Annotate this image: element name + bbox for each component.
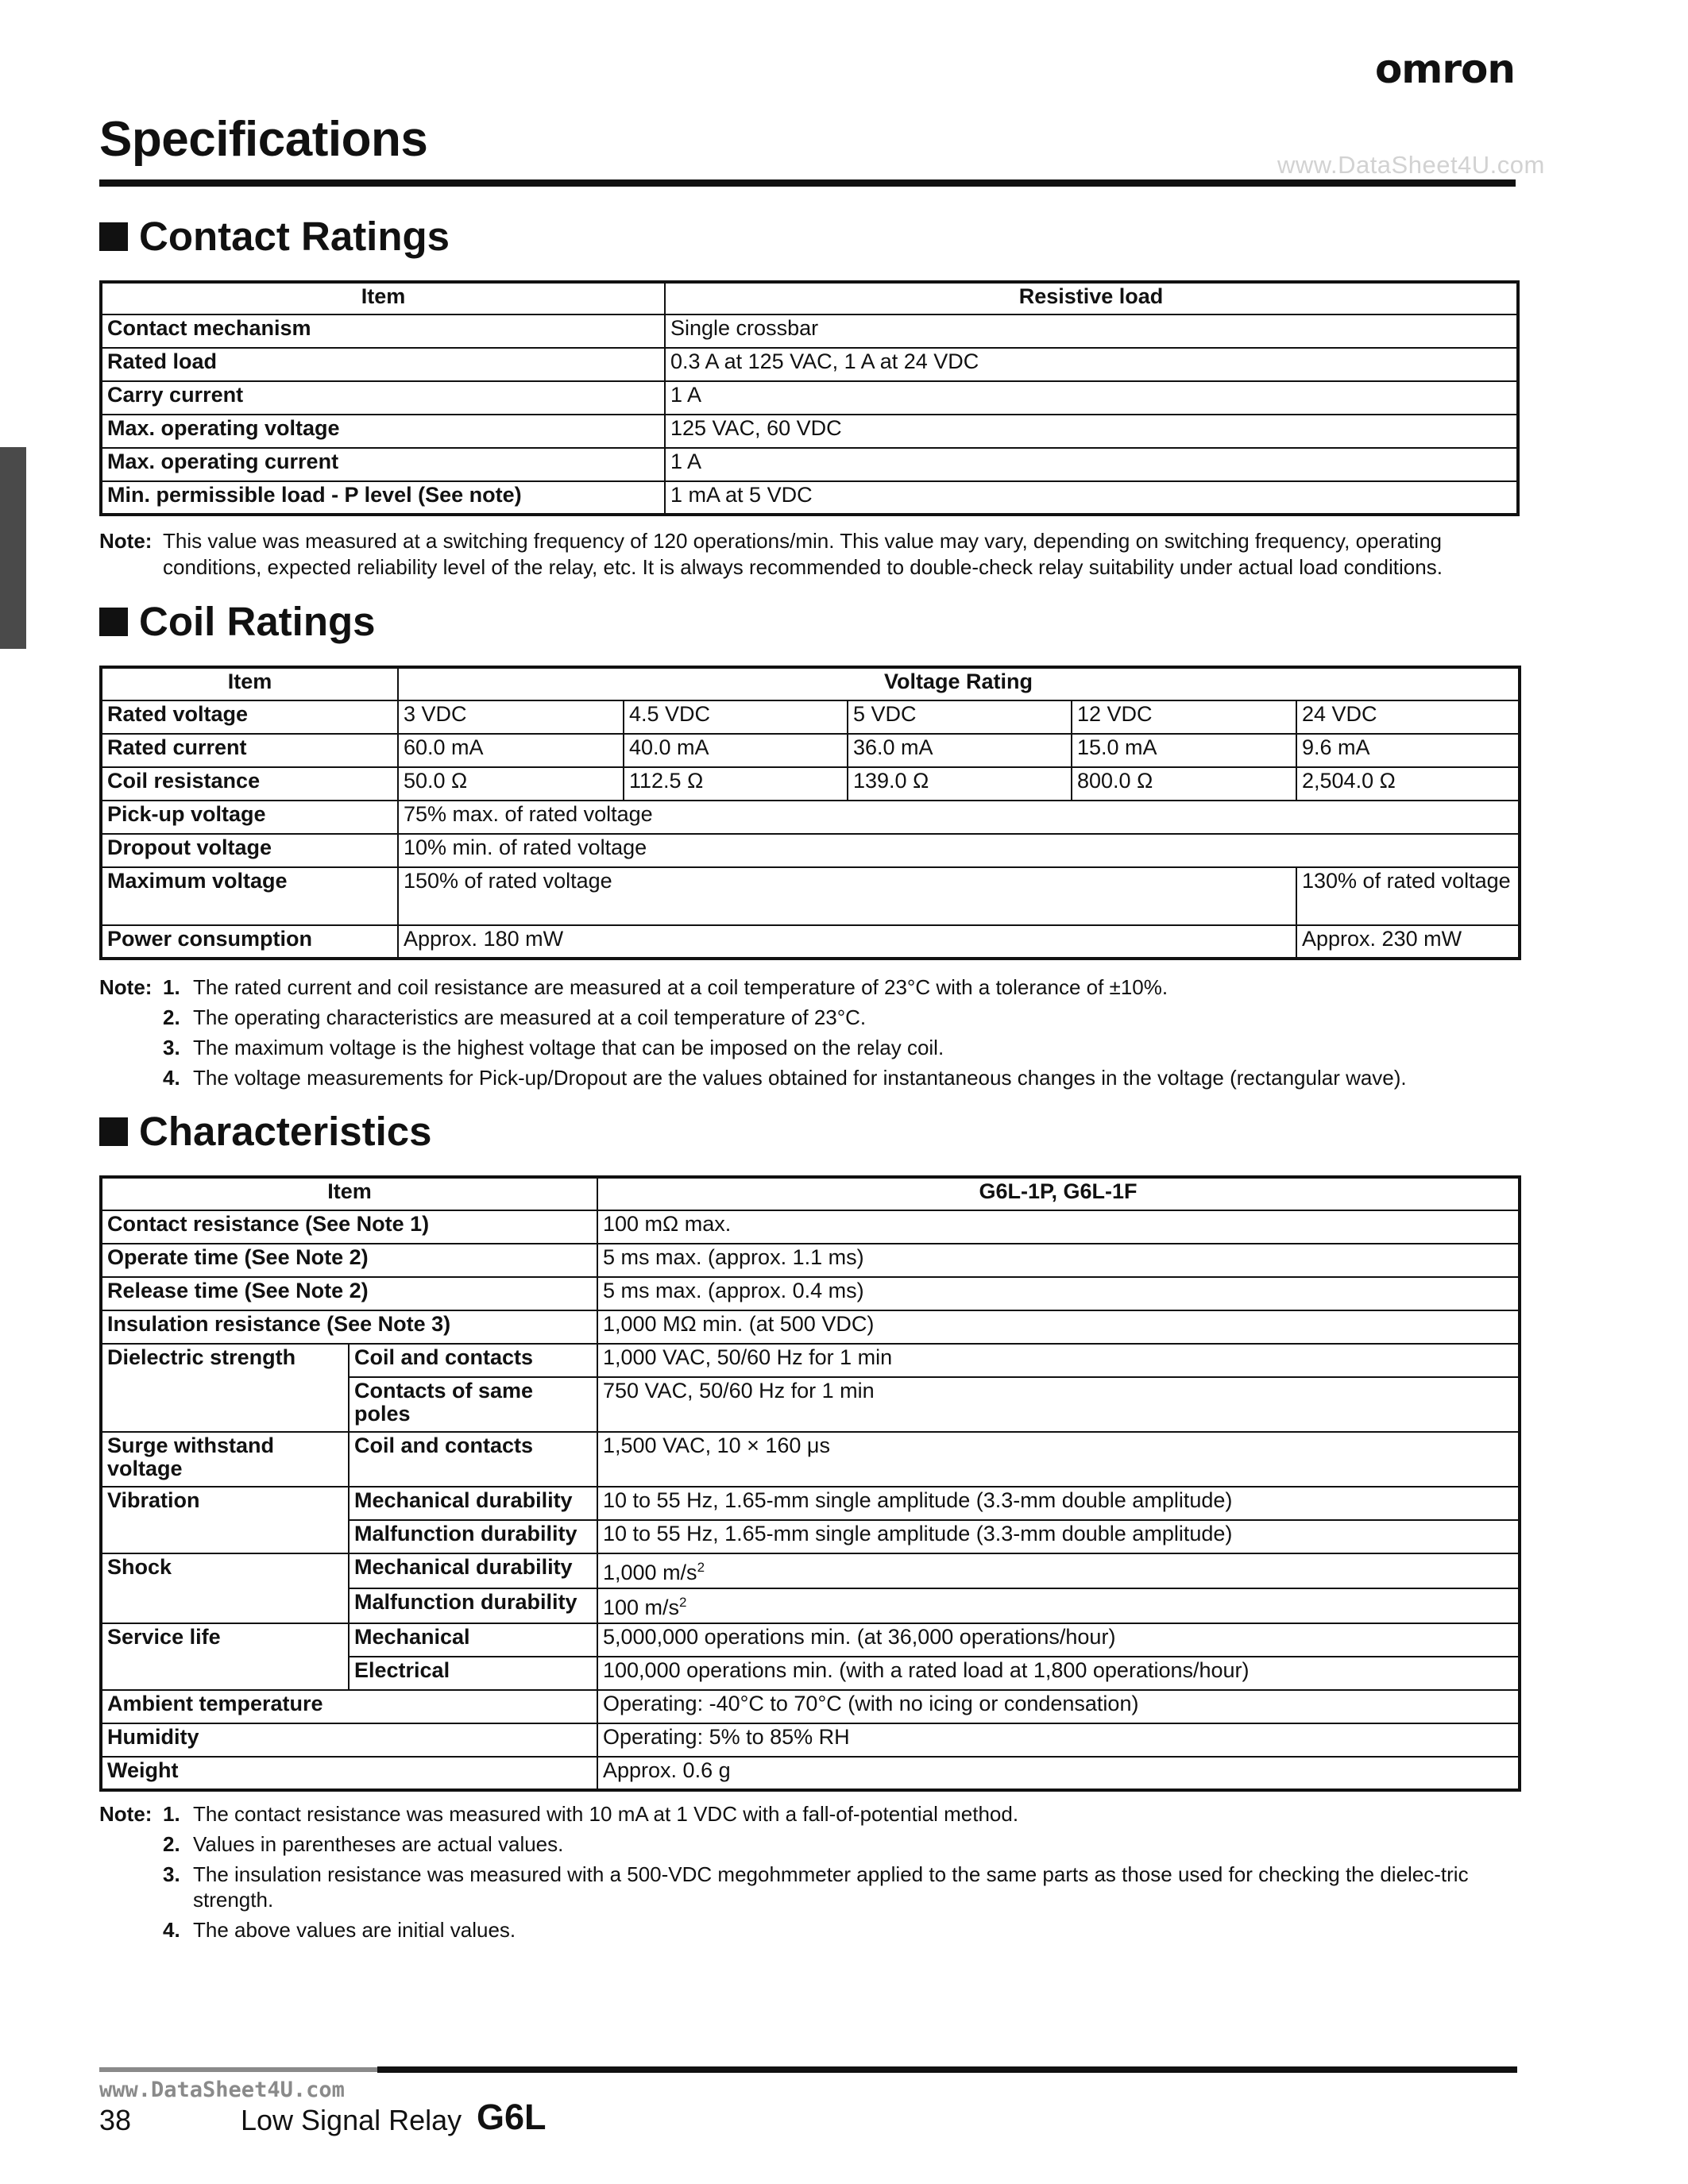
table-header: G6L-1P, G6L-1F [597,1177,1520,1210]
table-row [101,1553,1520,1588]
row-label: Max. operating voltage [101,415,665,448]
table-row [101,314,1518,348]
table-header: Item [101,1177,597,1210]
footer-doc-title: Low Signal Relay [241,2104,462,2136]
cell: 60.0 mA [398,734,624,767]
note-text: The insulation resistance was measured with a 500-VDC megohmmeter applied to the same parts as those used for checking the dielec-tric strength. [193,1862,1469,1912]
cell [597,1553,1520,1588]
row-sublabel: Contacts of same poles [349,1377,597,1432]
row-label: Dielectric strength [101,1344,349,1432]
row-label: Maximum voltage [101,867,398,925]
cell: Approx. 180 mW [398,925,1296,959]
note-number: 3. [163,1862,180,1886]
row-value: 125 VAC, 60 VDC [665,415,1518,448]
row-value: 0.3 A at 125 VAC, 1 A at 24 VDC [665,348,1518,381]
note-text: The contact resistance was measured with 10 mA at 1 VDC with a fall-of-potential method. [193,1802,1019,1826]
row-value: 1 A [665,381,1518,415]
shock-malf-value: 100 m/s [603,1596,680,1619]
cell [597,1588,1520,1623]
table-row [101,801,1520,834]
row-label: Contact mechanism [101,314,665,348]
row-label: Insulation resistance (See Note 3) [101,1310,597,1344]
row-label: Humidity [101,1723,597,1757]
footer-watermark-link[interactable]: www.DataSheet4U.com [99,2078,345,2102]
table-row [101,1344,1520,1377]
cell: 100,000 operations min. (with a rated load at 1,800 operations/hour) [597,1657,1520,1690]
row-label: Release time (See Note 2) [101,1277,597,1310]
row-label: Carry current [101,381,665,415]
cell: 36.0 mA [848,734,1072,767]
table-row [101,481,1518,515]
table-row [101,1723,1520,1757]
row-label: Pick-up voltage [101,801,398,834]
table-row [101,1277,1520,1310]
cell: 3 VDC [398,700,624,734]
table-row [101,348,1518,381]
note-text: The above values are initial values. [193,1918,516,1942]
cell: 2,504.0 Ω [1296,767,1520,801]
table-row [101,381,1518,415]
table-row [101,1210,1520,1244]
watermark-link[interactable]: www.DataSheet4U.com [1277,151,1545,179]
cell: Approx. 230 mW [1296,925,1520,959]
row-sublabel: Coil and contacts [349,1432,597,1487]
characteristics-title: Characteristics [139,1109,432,1154]
row-sublabel: Mechanical durability [349,1553,597,1588]
table-header: Voltage Rating [398,667,1520,700]
coil-notes [99,972,1513,1093]
row-sublabel: Malfunction durability [349,1588,597,1623]
superscript: 2 [679,1595,687,1610]
characteristics-table [99,1175,1521,1792]
footer-model: G6L [477,2097,547,2137]
bullet-square-icon [99,608,128,636]
table-header: Resistive load [665,282,1518,314]
coil-ratings-table [99,666,1521,960]
title-rule [99,179,1516,187]
bullet-square-icon [99,222,128,251]
row-value: 1 A [665,448,1518,481]
contact-ratings-title: Contact Ratings [139,214,450,259]
cell: 750 VAC, 50/60 Hz for 1 min [597,1377,1520,1432]
row-label: Max. operating current [101,448,665,481]
cell: 50.0 Ω [398,767,624,801]
row-sublabel: Malfunction durability [349,1520,597,1553]
row-sublabel: Mechanical durability [349,1487,597,1520]
shock-mech-value: 1,000 m/s [603,1561,697,1584]
note-label: Note: [99,1802,153,1826]
table-header: Item [101,282,665,314]
table-row [101,734,1520,767]
row-sublabel: Electrical [349,1657,597,1690]
row-label: Ambient temperature [101,1690,597,1723]
characteristics-notes [99,1799,1513,1945]
note-text: Values in parentheses are actual values. [193,1832,564,1856]
row-label: Rated current [101,734,398,767]
note-label: Note: [99,975,153,999]
row-sublabel: Coil and contacts [349,1344,597,1377]
table-row [101,1244,1520,1277]
cell: 10 to 55 Hz, 1.65-mm single amplitude (3.3-mm double amplitude) [597,1520,1520,1553]
note-number: 3. [163,1036,180,1059]
cell: 100 mΩ max. [597,1210,1520,1244]
table-row [101,700,1520,734]
row-label: Service life [101,1623,349,1690]
row-value: 1 mA at 5 VDC [665,481,1518,515]
note-number: 4. [163,1918,180,1942]
note-number: 2. [163,1005,180,1029]
cell: 139.0 Ω [848,767,1072,801]
row-label: Shock [101,1553,349,1623]
cell: 12 VDC [1072,700,1296,734]
table-row [101,867,1520,925]
cell: Operating: 5% to 85% RH [597,1723,1520,1757]
cell: 5,000,000 operations min. (at 36,000 operations/hour) [597,1623,1520,1657]
table-row [101,415,1518,448]
cell: 9.6 mA [1296,734,1520,767]
note-text: This value was measured at a switching frequency of 120 operations/min. This value may vary, depending on switching frequency, operating conditions, expected reliability level of the relay, etc. It is always recommended to double-check relay suitability under actual load conditions. [163,529,1443,579]
characteristics-heading [99,1108,432,1155]
cell: 75% max. of rated voltage [398,801,1520,834]
table-row [101,448,1518,481]
cell: 4.5 VDC [624,700,848,734]
cell: 5 VDC [848,700,1072,734]
note-number: 4. [163,1066,180,1090]
row-label: Power consumption [101,925,398,959]
cell: Operating: -40°C to 70°C (with no icing or condensation) [597,1690,1520,1723]
cell: 24 VDC [1296,700,1520,734]
page-title: Specifications [99,112,428,167]
note-text: The operating characteristics are measured at a coil temperature of 23°C. [193,1005,867,1029]
row-label: Rated voltage [101,700,398,734]
coil-ratings-heading [99,598,376,645]
cell: 40.0 mA [624,734,848,767]
row-label: Surge withstand voltage [101,1432,349,1487]
cell: 130% of rated voltage [1296,867,1520,925]
cell: 1,000 MΩ min. (at 500 VDC) [597,1310,1520,1344]
cell: 800.0 Ω [1072,767,1296,801]
table-row [101,925,1520,959]
contact-ratings-heading [99,213,450,260]
page-number: 38 [99,2104,132,2136]
row-sublabel: Mechanical [349,1623,597,1657]
cell: 150% of rated voltage [398,867,1296,925]
note-text: The rated current and coil resistance are measured at a coil temperature of 23°C with a tolerance of ±10%. [193,975,1168,999]
row-label: Operate time (See Note 2) [101,1244,597,1277]
cell: 10% min. of rated voltage [398,834,1520,867]
note-number: 1. [163,1802,180,1826]
cell: 15.0 mA [1072,734,1296,767]
coil-ratings-title: Coil Ratings [139,599,376,644]
table-row [101,1432,1520,1487]
cell: 10 to 55 Hz, 1.65-mm single amplitude (3.3-mm double amplitude) [597,1487,1520,1520]
row-value: Single crossbar [665,314,1518,348]
table-row [101,1487,1520,1520]
row-label: Weight [101,1757,597,1790]
table-row [101,834,1520,867]
note-text: The voltage measurements for Pick-up/Dropout are the values obtained for instantaneous changes in the voltage (rectangular wave). [193,1066,1407,1090]
bullet-square-icon [99,1117,128,1146]
table-row [101,1690,1520,1723]
cell: 1,500 VAC, 10 × 160 μs [597,1432,1520,1487]
row-label: Min. permissible load - P level (See note) [101,481,665,515]
cell: 5 ms max. (approx. 0.4 ms) [597,1277,1520,1310]
table-row [101,1310,1520,1344]
table-row [101,767,1520,801]
table-row [101,1623,1520,1657]
omron-logo: omron [1374,46,1515,92]
contact-ratings-table [99,280,1520,516]
cell: Approx. 0.6 g [597,1757,1520,1790]
footer-rule-gray [99,2067,377,2072]
cell: 1,000 VAC, 50/60 Hz for 1 min [597,1344,1520,1377]
cell: 5 ms max. (approx. 1.1 ms) [597,1244,1520,1277]
table-row [101,1757,1520,1790]
superscript: 2 [697,1560,705,1575]
contact-note [99,528,1513,581]
note-label: Note: [99,529,153,553]
note-number: 2. [163,1832,180,1856]
footer-rule [377,2066,1517,2073]
note-number: 1. [163,975,180,999]
row-label: Coil resistance [101,767,398,801]
row-label: Dropout voltage [101,834,398,867]
table-header: Item [101,667,398,700]
row-label: Vibration [101,1487,349,1553]
row-label: Contact resistance (See Note 1) [101,1210,597,1244]
side-tab-marker [0,447,26,649]
note-text: The maximum voltage is the highest voltage that can be imposed on the relay coil. [193,1036,944,1059]
cell: 112.5 Ω [624,767,848,801]
row-label: Rated load [101,348,665,381]
